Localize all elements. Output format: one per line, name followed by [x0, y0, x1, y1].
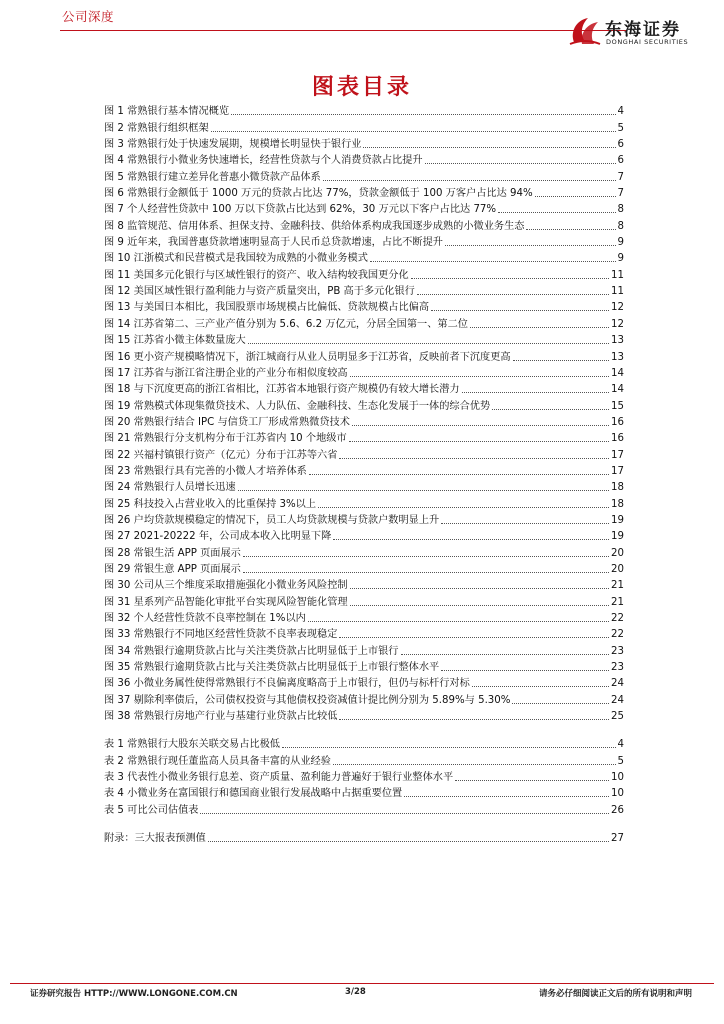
- toc-page-number: 21: [611, 580, 624, 592]
- toc-entry-title: 附录：三大报表预测值: [104, 833, 206, 845]
- toc-leader-dots: [350, 376, 609, 377]
- toc-entry-title: 图 28 常银生活 APP 页面展示: [104, 547, 241, 559]
- toc-figure-entry[interactable]: [104, 233, 624, 249]
- toc-entry-title: 图 29 常银生意 APP 页面展示: [104, 563, 241, 575]
- toc-entry-title: 图 26 户均贷款规模稳定的情况下，员工人均贷款规模与贷款户数明显上升: [104, 514, 440, 526]
- toc-entry-title: 图 31 星系列产品智能化审批平台实现风险智能化管理: [104, 596, 348, 608]
- logo-chinese-name: 东海证券: [605, 20, 681, 40]
- toc-section-gap: [104, 723, 624, 735]
- toc-entry-title: 图 7 个人经营性贷款中 100 万以下贷款占比达到 62%，30 万元以下客户占比达 77%: [104, 204, 497, 216]
- toc-entry-title: 图 15 江苏省小微主体数量庞大: [104, 335, 246, 347]
- toc-page-number: 22: [611, 613, 624, 624]
- toc-leader-dots: [200, 813, 609, 814]
- toc-page-number: 16: [611, 433, 624, 445]
- toc-leader-dots: [231, 114, 615, 115]
- toc-table-entry[interactable]: [104, 800, 624, 816]
- toc-leader-dots: [333, 764, 616, 765]
- toc-leader-dots: [472, 686, 609, 687]
- toc-entry-title: 图 18 与下沉度更高的浙江省相比，江苏省本地银行资产规模仍有较大增长潜力: [104, 384, 460, 396]
- toc-figure-entry[interactable]: [104, 592, 624, 608]
- toc-figure-entry[interactable]: [104, 331, 624, 347]
- toc-entry-title: 图 1 常熟银行基本情况概览: [104, 106, 230, 118]
- toc-page-number: 14: [611, 367, 624, 379]
- toc-figure-entry[interactable]: [104, 707, 624, 723]
- toc-figure-entry[interactable]: [104, 118, 624, 134]
- toc-entry-title: 表 1 常熟银行大股东关联交易占比极低: [104, 739, 280, 751]
- toc-leader-dots: [243, 572, 609, 573]
- toc-table-entry[interactable]: [104, 751, 624, 767]
- toc-entry-title: 图 35 常熟银行逾期贷款占比与关注类贷款占比明显低于上市银行整体水平: [104, 662, 440, 674]
- toc-page-number: 11: [611, 269, 624, 281]
- toc-page-number: 5: [617, 122, 624, 134]
- toc-page-number: 16: [611, 416, 624, 428]
- toc-figure-entry[interactable]: [104, 462, 624, 478]
- toc-entry-title: 图 13 与美国日本相比，我国股票市场规模占比偏低、贷款规模占比偏高: [104, 302, 430, 314]
- header-label: 公司深度: [62, 9, 115, 24]
- toc-figure-entry[interactable]: [104, 380, 624, 396]
- toc-leader-dots: [350, 605, 609, 606]
- toc-leader-dots: [349, 441, 609, 442]
- toc-leader-dots: [404, 796, 609, 797]
- toc-page-number: 8: [617, 204, 624, 216]
- toc-page-number: 7: [617, 188, 624, 200]
- toc-entry-title: 图 16 更小资产规模略情况下，浙江城商行从业人员明显多于江苏省，反映前者下沉度更高: [104, 351, 511, 363]
- toc-entry-title: 图 12 美国区域性银行盈利能力与资产质量突出，PB 高于多元化银行: [104, 286, 415, 298]
- toc-figure-entry[interactable]: [104, 396, 624, 412]
- toc-page-number: 4: [617, 106, 624, 118]
- toc-figure-entry[interactable]: [104, 265, 624, 281]
- toc-leader-dots: [417, 294, 609, 295]
- toc-page-number: 24: [611, 678, 624, 690]
- toc-table-entry[interactable]: [104, 784, 624, 800]
- toc-leader-dots: [425, 163, 616, 164]
- toc-table-entry[interactable]: [104, 735, 624, 751]
- toc-entry-title: 图 23 常熟银行具有完善的小微人才培养体系: [104, 465, 307, 477]
- toc-figure-entry[interactable]: [104, 658, 624, 674]
- toc-leader-dots: [352, 425, 609, 426]
- toc-page-number: 13: [611, 351, 624, 363]
- header-rule: [60, 30, 626, 31]
- toc-page-number: 13: [611, 335, 624, 347]
- toc-figure-entry[interactable]: [104, 200, 624, 216]
- toc-entry-title: 图 11 美国多元化银行与区域性银行的资产、收入结构较我国更分化: [104, 269, 409, 281]
- toc-leader-dots: [208, 841, 609, 842]
- toc-page-number: 7: [617, 171, 624, 183]
- toc-figure-entry[interactable]: [104, 543, 624, 559]
- toc-page-number: 9: [617, 237, 624, 249]
- toc-entry-title: 表 5 可比公司估值表: [104, 804, 199, 816]
- toc-page-number: 24: [611, 694, 624, 706]
- toc-figure-entry[interactable]: [104, 690, 624, 706]
- toc-entry-title: 图 2 常熟银行组织框架: [104, 122, 209, 134]
- toc-page-number: 5: [617, 755, 624, 767]
- toc-leader-dots: [526, 229, 615, 230]
- toc-figure-entry[interactable]: [104, 249, 624, 265]
- toc-leader-dots: [363, 147, 615, 148]
- toc-figure-entry[interactable]: [104, 429, 624, 445]
- toc-page-number: 4: [617, 739, 624, 751]
- footer-disclaimer: 请务必仔细阅读正文后的所有说明和声明: [538, 989, 692, 999]
- toc-entry-title: 图 5 常熟银行建立差异化普惠小微贷款产品体系: [104, 171, 321, 183]
- toc-entry-title: 表 3 代表性小微业务银行息差、资产质量、盈利能力普遍好于银行业整体水平: [104, 772, 454, 784]
- toc-page-number: 21: [611, 596, 624, 608]
- toc-leader-dots: [309, 474, 609, 475]
- logo-english-name: DONGHAI SECURITIES: [606, 38, 689, 46]
- toc-page-number: 9: [617, 253, 624, 265]
- toc-leader-dots: [513, 360, 609, 361]
- toc-page-number: 8: [617, 220, 624, 232]
- toc-figure-entry[interactable]: [104, 511, 624, 527]
- toc-entry-title: 图 4 常熟银行小微业务快速增长，经营性贷款与个人消费贷款占比提升: [104, 155, 423, 167]
- toc-page-number: 11: [611, 286, 624, 298]
- toc-leader-dots: [441, 523, 609, 524]
- toc-leader-dots: [535, 196, 616, 197]
- toc-entry-title: 图 36 小微业务属性使得常熟银行不良偏离度略高于上市银行，但仍与标杆行对标: [104, 678, 470, 690]
- toc-page-number: 12: [611, 318, 624, 330]
- toc-leader-dots: [323, 180, 616, 181]
- toc-leader-dots: [470, 327, 609, 328]
- toc-page-number: 23: [611, 645, 624, 657]
- toc-figure-entry[interactable]: [104, 527, 624, 543]
- toc-entry-title: 图 20 常熟银行结合 IPC 与信贷工厂形成常熟微贷技术: [104, 416, 350, 428]
- toc-entry-title: 图 25 科技投入占营业收入的比重保持 3%以上: [104, 498, 317, 510]
- toc-figure-entry[interactable]: [104, 364, 624, 380]
- toc-entry-title: 图 22 兴福村镇银行资产（亿元）分布于江苏等六省: [104, 449, 338, 461]
- toc-leader-dots: [211, 131, 616, 132]
- toc-leader-dots: [512, 703, 609, 704]
- toc-page-number: 19: [611, 531, 624, 543]
- toc-figure-entry[interactable]: [104, 102, 624, 118]
- toc-entry-title: 图 21 常熟银行分支机构分布于江苏省内 10 个地级市: [104, 433, 347, 445]
- toc-leader-dots: [492, 409, 609, 410]
- toc-leader-dots: [441, 670, 609, 671]
- toc-entry-title: 图 8 监管规范、信用体系、担保支持、金融科技、供给体系构成我国逐步成熟的小微业务生态: [104, 220, 525, 232]
- toc-list: [104, 102, 624, 845]
- toc-leader-dots: [350, 588, 609, 589]
- toc-entry-title: 图 6 常熟银行金额低于 1000 万元的贷款占比达 77%，贷款金额低于 100 万客户占比达 94%: [104, 188, 533, 200]
- toc-entry-title: 表 4 小微业务在富国银行和德国商业银行发展战略中占据重要位置: [104, 788, 403, 800]
- toc-figure-entry[interactable]: [104, 445, 624, 461]
- toc-page-number: 23: [611, 662, 624, 674]
- toc-figure-entry[interactable]: [104, 314, 624, 330]
- toc-leader-dots: [339, 719, 609, 720]
- toc-page-number: 18: [611, 482, 624, 494]
- toc-leader-dots: [238, 490, 610, 491]
- toc-figure-entry[interactable]: [104, 494, 624, 510]
- toc-entry-title: 图 17 江苏省与浙江省注册企业的产业分布相似度较高: [104, 367, 348, 379]
- toc-entry-title: 图 3 常熟银行处于快速发展期，规模增长明显快于银行业: [104, 139, 362, 151]
- toc-entry-title: 图 24 常熟银行人员增长迅速: [104, 482, 236, 494]
- toc-figure-entry[interactable]: [104, 478, 624, 494]
- logo-mark-icon: [568, 14, 602, 48]
- toc-figure-entry[interactable]: [104, 576, 624, 592]
- toc-leader-dots: [339, 458, 609, 459]
- toc-entry-title: 图 30 公司从三个维度采取措施强化小微业务风险控制: [104, 580, 348, 592]
- toc-entry-title: 图 10 江浙模式和民营模式是我国较为成熟的小微业务模式: [104, 253, 368, 265]
- toc-leader-dots: [308, 621, 609, 622]
- toc-leader-dots: [248, 343, 609, 344]
- toc-page-number: 20: [611, 547, 624, 559]
- toc-figure-entry[interactable]: [104, 560, 624, 576]
- toc-page-number: 18: [611, 498, 624, 510]
- toc-leader-dots: [333, 539, 609, 540]
- toc-page-number: 15: [611, 400, 624, 412]
- toc-figure-entry[interactable]: [104, 298, 624, 314]
- toc-leader-dots: [339, 637, 609, 638]
- toc-page-number: 10: [611, 772, 624, 784]
- toc-entry-title: 表 2 常熟银行现任董监高人员具备丰富的从业经验: [104, 755, 331, 767]
- toc-figure-entry[interactable]: [104, 625, 624, 641]
- toc-figure-entry[interactable]: [104, 216, 624, 232]
- toc-figure-entry[interactable]: [104, 347, 624, 363]
- toc-entry-title: 图 33 常熟银行不同地区经营性贷款不良率表现稳定: [104, 629, 338, 641]
- toc-leader-dots: [445, 245, 616, 246]
- toc-figure-entry[interactable]: [104, 184, 624, 200]
- toc-section-gap: [104, 817, 624, 829]
- toc-page-number: 22: [611, 629, 624, 641]
- toc-page-number: 26: [611, 804, 624, 816]
- toc-page-number: 6: [617, 155, 624, 167]
- toc-figure-entry[interactable]: [104, 167, 624, 183]
- toc-entry-title: 图 27 2021-20222 年，公司成本收入比明显下降: [104, 531, 332, 543]
- footer-page-number: 3/28: [345, 987, 366, 997]
- toc-figure-entry[interactable]: [104, 413, 624, 429]
- toc-appendix-entry[interactable]: [104, 829, 624, 845]
- toc-page-number: 17: [611, 449, 624, 461]
- footer-left: 证券研究报告 HTTP://WWW.LONGONE.COM.CN: [30, 989, 238, 999]
- toc-table-entry[interactable]: [104, 768, 624, 784]
- toc-leader-dots: [455, 780, 609, 781]
- toc-leader-dots: [498, 212, 615, 213]
- toc-page-number: 14: [611, 384, 624, 396]
- toc-page-number: 20: [611, 563, 624, 575]
- toc-leader-dots: [462, 392, 609, 393]
- toc-page-number: 27: [611, 833, 624, 845]
- toc-figure-entry[interactable]: [104, 609, 624, 625]
- toc-entry-title: 图 19 常熟模式体现集微贷技术、人力队伍、金融科技、生态化发展于一体的综合优势: [104, 400, 491, 412]
- toc-entry-title: 图 34 常熟银行逾期贷款占比与关注类贷款占比明显低于上市银行: [104, 645, 399, 657]
- toc-leader-dots: [411, 278, 609, 279]
- toc-page-number: 6: [617, 139, 624, 151]
- toc-leader-dots: [401, 654, 610, 655]
- toc-figure-entry[interactable]: [104, 282, 624, 298]
- toc-entry-title: 图 37 剔除利率债后，公司债权投资与其他债权投资减值计提比例分别为 5.89%与 5.30%: [104, 694, 511, 706]
- toc-page-number: 25: [611, 711, 624, 723]
- footer-rule: [10, 983, 714, 984]
- toc-figure-entry[interactable]: [104, 674, 624, 690]
- toc-figure-entry[interactable]: [104, 151, 624, 167]
- toc-leader-dots: [370, 261, 616, 262]
- toc-figure-entry[interactable]: [104, 135, 624, 151]
- toc-leader-dots: [318, 507, 609, 508]
- toc-leader-dots: [243, 556, 609, 557]
- toc-entry-title: 图 32 个人经营性贷款不良率控制在 1%以内: [104, 613, 306, 624]
- toc-figure-entry[interactable]: [104, 641, 624, 657]
- toc-page-number: 10: [611, 788, 624, 800]
- company-logo: [568, 10, 710, 52]
- toc-page-number: 19: [611, 514, 624, 526]
- toc-page-number: 17: [611, 465, 624, 477]
- toc-page-number: 12: [611, 302, 624, 314]
- toc-leader-dots: [282, 747, 616, 748]
- toc-leader-dots: [431, 310, 609, 311]
- toc-entry-title: 图 38 常熟银行房地产行业与基建行业贷款占比较低: [104, 711, 338, 723]
- page-title: 图表目录: [311, 75, 412, 100]
- toc-entry-title: 图 14 江苏省第二、三产业产值分别为 5.6、6.2 万亿元，分居全国第一、第二位: [104, 318, 468, 330]
- toc-entry-title: 图 9 近年来，我国普惠贷款增速明显高于人民币总贷款增速，占比不断提升: [104, 237, 443, 249]
